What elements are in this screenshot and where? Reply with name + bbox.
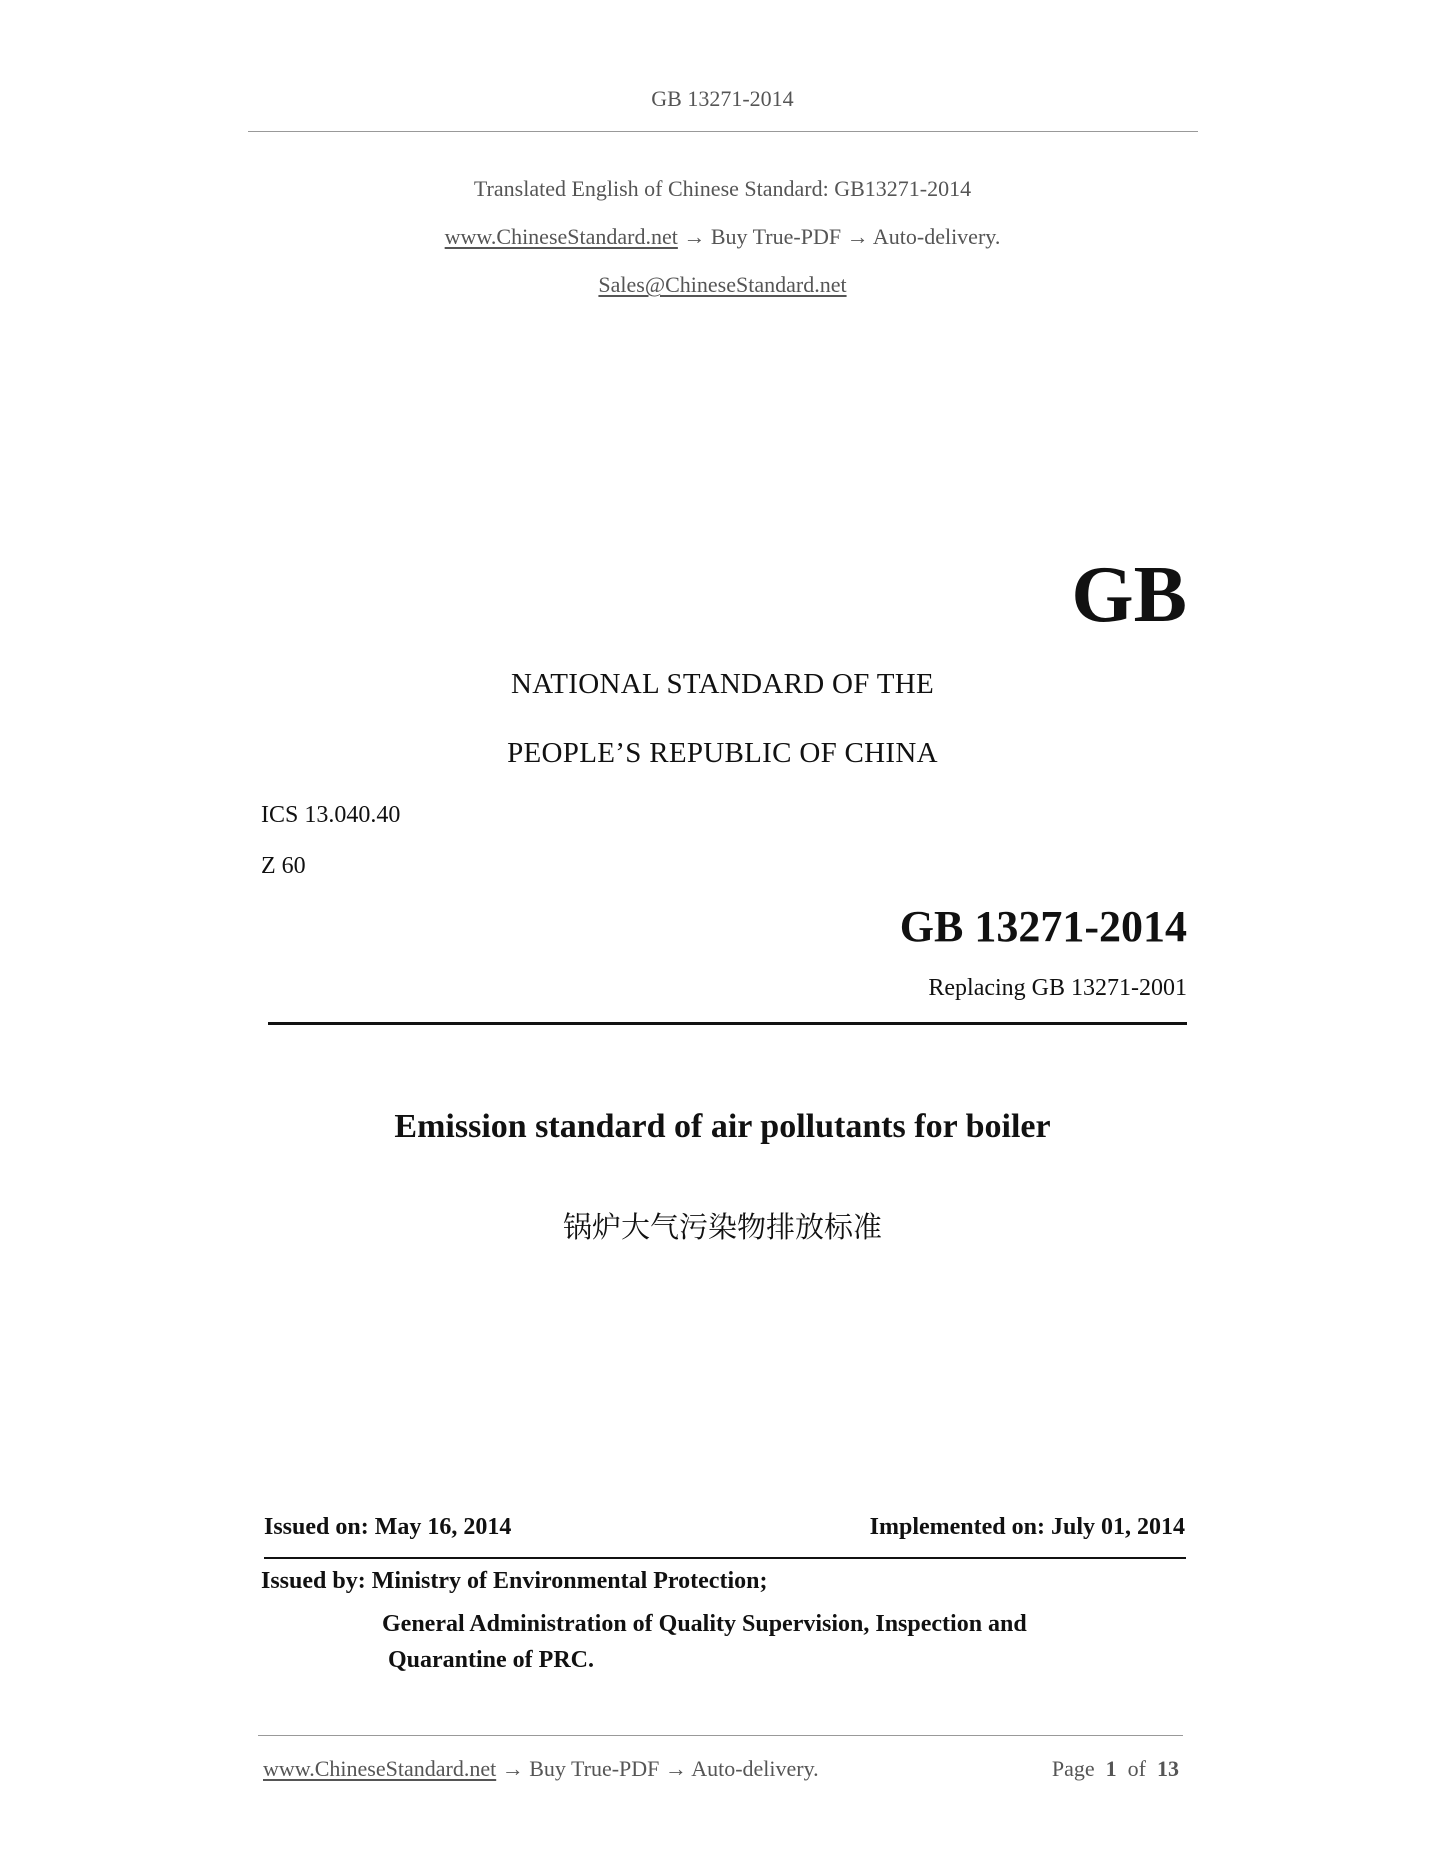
issued-by-line: [261, 1568, 767, 1595]
z-code: Z 60: [261, 853, 306, 879]
page-of: of: [1127, 1756, 1146, 1781]
issuer-aqsiq-line-2: Quarantine of PRC.: [388, 1647, 594, 1673]
issuer-ministry: Ministry of Environmental Protection;: [371, 1568, 768, 1594]
delivery-text: → Buy True-PDF → Auto-delivery.: [683, 224, 1001, 249]
national-standard-line-2: PEOPLE’S REPUBLIC OF CHINA: [507, 737, 938, 769]
footer-purchase-line: [263, 1756, 819, 1782]
running-header-title: GB 13271-2014: [651, 86, 794, 111]
page-label: Page: [1051, 1756, 1095, 1781]
standard-number: GB 13271-2014: [899, 902, 1187, 951]
footer-divider: [258, 1735, 1183, 1736]
site-link[interactable]: www.ChineseStandard.net: [444, 224, 678, 249]
page-indicator: [1052, 1756, 1179, 1782]
email-line: [0, 272, 1445, 298]
replacing-note: Replacing GB 13271-2001: [928, 975, 1187, 1001]
footer-site-link[interactable]: www.ChineseStandard.net: [263, 1756, 497, 1781]
page-total: 13: [1157, 1756, 1179, 1781]
sales-email-link[interactable]: Sales@ChineseStandard.net: [598, 272, 847, 297]
footer-delivery-text: → Buy True-PDF → Auto-delivery.: [501, 1756, 819, 1781]
ics-code: ICS 13.040.40: [261, 802, 401, 828]
issued-by-label: Issued by:: [261, 1568, 366, 1594]
header-divider: [248, 131, 1198, 132]
title-divider: [268, 1022, 1187, 1025]
purchase-line: [0, 224, 1445, 250]
gb-mark: GB: [1071, 551, 1187, 639]
issuer-aqsiq-line-1: General Administration of Quality Supervision, Inspection and: [382, 1611, 1027, 1637]
national-standard-line-1: NATIONAL STANDARD OF THE: [511, 668, 934, 700]
chinese-title: 锅炉大气污染物排放标准: [562, 1210, 882, 1244]
implemented-on: Implemented on: July 01, 2014: [869, 1514, 1185, 1540]
translated-notice: Translated English of Chinese Standard: GB13271-2014: [473, 176, 972, 201]
issue-divider: [264, 1557, 1186, 1559]
english-title: Emission standard of air pollutants for boiler: [394, 1108, 1051, 1145]
issued-on: Issued on: May 16, 2014: [264, 1514, 512, 1540]
page-current: 1: [1105, 1756, 1117, 1781]
